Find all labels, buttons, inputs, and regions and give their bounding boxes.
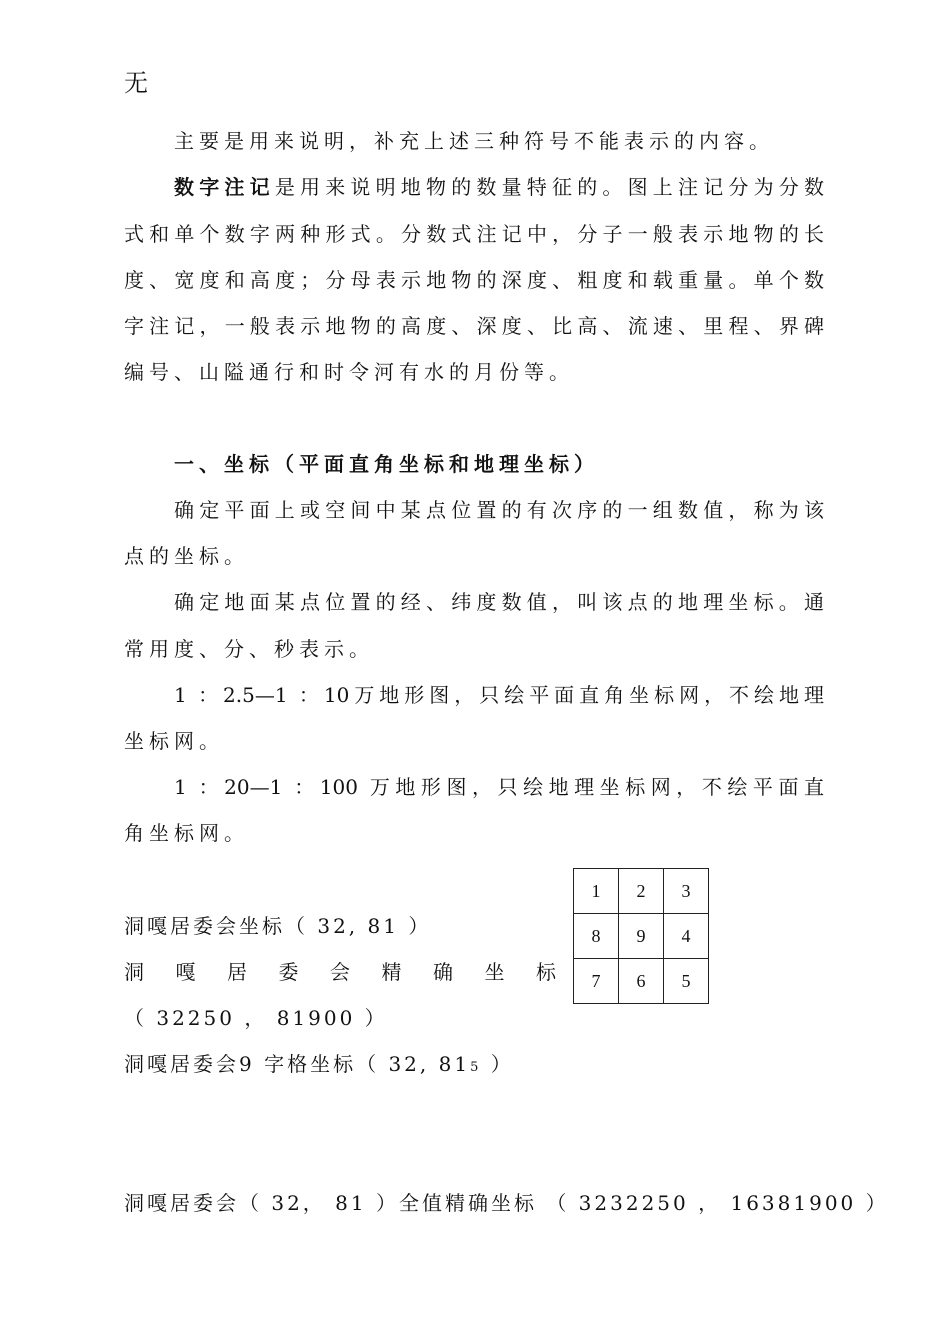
paragraph-digit-note-line5: 编号、山隘通行和时令河有水的月份等。 <box>124 360 574 384</box>
paragraph-symbol-note: 主要是用来说明，补充上述三种符号不能表示的内容。 <box>174 129 774 153</box>
paragraph-digit-note-line3: 度、宽度和高度；分母表示地物的深度、粗度和载重量。单个数 <box>124 268 824 292</box>
grid-cell: 7 <box>574 959 619 1004</box>
grid-cell: 4 <box>664 914 709 959</box>
paragraph-digit-note-line1: 数字注记是用来说明地物的数量特征的。图上注记分为分数 <box>174 175 825 199</box>
paragraph-coordinate-def-line1: 确定平面上或空间中某点位置的有次序的一组数值，称为该 <box>174 498 824 522</box>
precise-label-char: 居 <box>227 960 247 984</box>
paragraph-geo-coordinate-line1: 确定地面某点位置的经、纬度数值，叫该点的地理坐标。通 <box>174 590 824 614</box>
nine-grid-subscript: 5 <box>470 1060 482 1075</box>
grid-cell: 6 <box>619 959 664 1004</box>
paragraph-digit-note-line2: 式和单个数字两种形式。分数式注记中，分子一般表示地物的长 <box>124 222 824 246</box>
grid-cell: 5 <box>664 959 709 1004</box>
paragraph-scale-small-line1: 1 ：2.5—1 ：10万地形图，只绘平面直角坐标网，不绘地理 <box>174 683 824 707</box>
precise-label-char: 委 <box>278 960 299 984</box>
coordinate-nine-grid: 洞嘎居委会9 字格坐标（ 32, 815 ） <box>124 1052 514 1076</box>
paragraph-geo-coordinate-line2: 常用度、分、秒表示。 <box>124 637 374 661</box>
coordinate-precise-value: （ 32250 ， 81900 ） <box>124 1006 388 1030</box>
paragraph-scale-large-line1: 1 ：20—1 ：100 万地形图，只绘地理坐标网，不绘平面直 <box>174 775 824 799</box>
precise-label-char: 标 <box>536 960 556 984</box>
precise-label-char: 坐 <box>484 960 505 984</box>
coordinate-line-basic: 洞嘎居委会坐标（ 32, 81 ） <box>124 914 432 938</box>
section-title: 一、坐标（平面直角坐标和地理坐标） <box>174 452 599 476</box>
paragraph-coordinate-def-line2: 点的坐标。 <box>124 544 249 568</box>
precise-label-char: 确 <box>433 960 453 984</box>
grid-cell: 3 <box>664 869 709 914</box>
top-heading: 无 <box>124 69 148 97</box>
coordinate-precise-label <box>124 957 556 987</box>
paragraph-scale-small-line2: 坐标网。 <box>124 729 224 753</box>
coordinate-full-value: 洞嘎居委会（ 32， 81 ）全值精确坐标 （ 3232250 ， 16381900 ） <box>124 1191 889 1215</box>
grid-row <box>574 959 709 1004</box>
grid-cell: 2 <box>619 869 664 914</box>
paragraph-digit-note-line4: 字注记，一般表示地物的高度、深度、比高、流速、里程、界碑 <box>124 314 824 338</box>
precise-label-char: 精 <box>381 960 402 984</box>
grid-cell: 8 <box>574 914 619 959</box>
grid-row <box>574 869 709 914</box>
precise-label-char: 会 <box>330 960 350 984</box>
paragraph-scale-large-line2: 角坐标网。 <box>124 821 249 845</box>
term-digit-note: 数字注记 <box>174 175 275 199</box>
precise-label-char: 嘎 <box>175 960 196 984</box>
precise-label-char: 洞 <box>124 960 144 984</box>
grid-cell: 9 <box>619 914 664 959</box>
grid-cell: 1 <box>574 869 619 914</box>
